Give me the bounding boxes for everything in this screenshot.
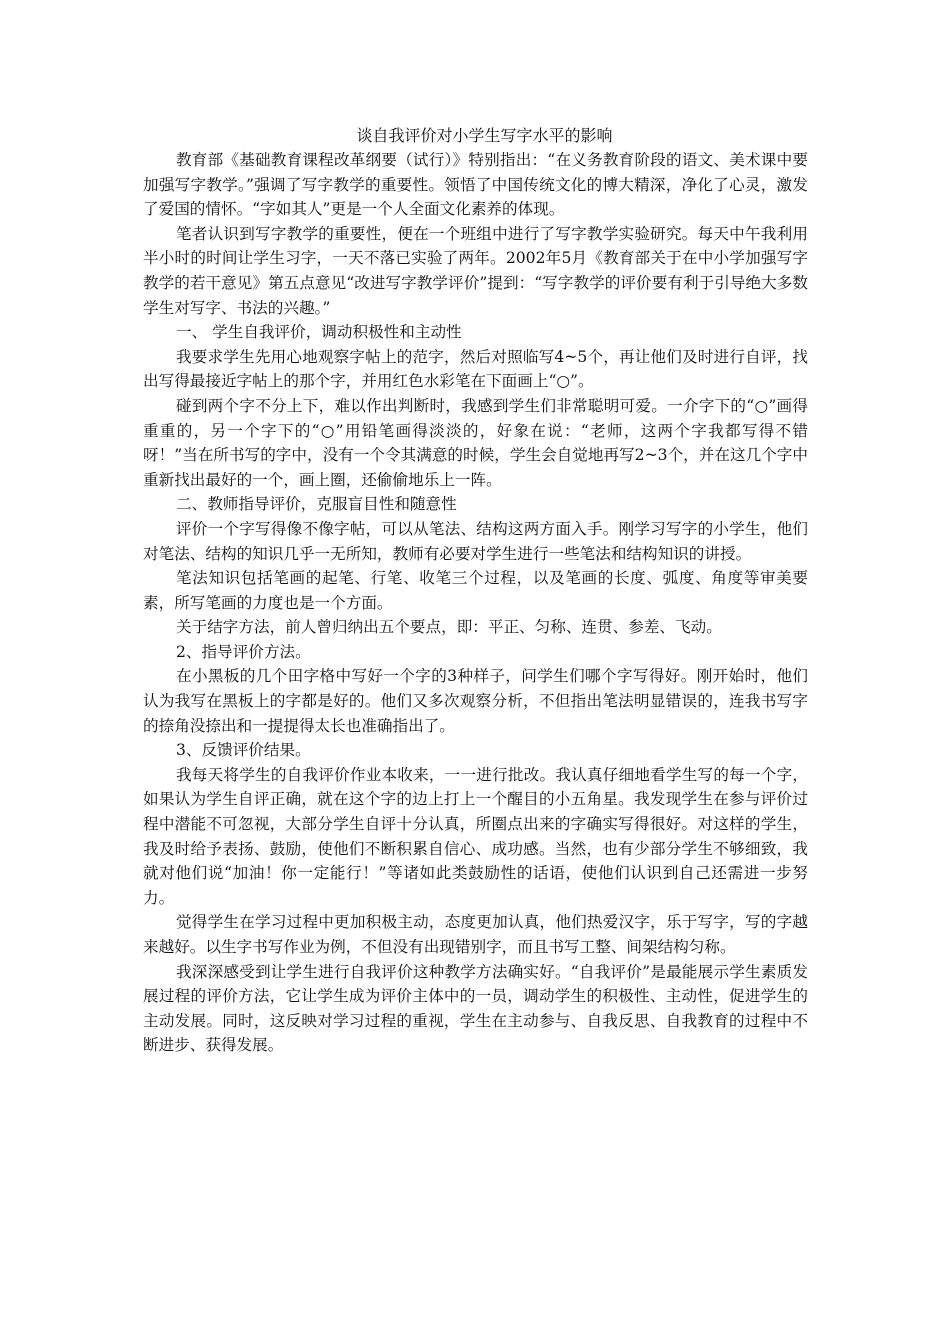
paragraph-2: 笔者认识到写字教学的重要性，便在一个班组中进行了写字教学实验研究。每天中午我利用半小时的时间让学生习字，一天不落已实验了两年。2002年5月《教育部关于在中小学加强写字教学的若干意见》第五点意见“改进写字教学评价”提到：“写字教学的评价要有利于引导绝大多数学生对写字、书法的兴趣。” <box>143 224 808 317</box>
document-body <box>143 124 808 1058</box>
subheading-3: 3、反馈评价结果。 <box>176 741 311 760</box>
section-heading-1: 一、 学生自我评价，调动积极性和主动性 <box>176 323 462 342</box>
paragraph-1: 教育部《基础教育课程改革纲要（试行）》特别指出：“在义务教育阶段的语文、美术课中要加强写字教学。”强调了写字教学的重要性。领悟了中国传统文化的博大精深，净化了心灵，激发了爱国的情怀。“字如其人”更是一个人全面文化素养的体现。 <box>143 151 808 219</box>
paragraph-9: 我每天将学生的自我评价作业本收来，一一进行批改。我认真仔细地看学生写的每一个字，如果认为学生自评正确，就在这个字的边上打上一个醒目的小五角星。我发现学生在参与评价过程中潜能不可忽视，大部分学生自评十分认真，所圈点出来的字确实写得很好。对这样的学生，我及时给予表扬、鼓励，使他们不断积累自信心、成功感。当然，也有少部分学生不够细致，我就对他们说“加油！你一定能行！”等诸如此类鼓励性的话语，使他们认识到自己还需进一步努力。 <box>143 765 808 907</box>
document-title: 谈自我评价对小学生写字水平的影响 <box>356 126 613 145</box>
paragraph-3: 我要求学生先用心地观察字帖上的范字，然后对照临写4~5个，再让他们及时进行自评，找出写得最接近字帖上的那个字，并用红色水彩笔在下面画上“○”。 <box>143 347 808 391</box>
paragraph-8: 在小黑板的几个田字格中写好一个字的3种样子，问学生们哪个字写得好。刚开始时，他们认为我写在黑板上的字都是好的。他们又多次观察分析，不但指出笔法明显错误的，连我书写字的捺角没捺出和一提提得太长也准确指出了。 <box>143 667 808 735</box>
paragraph-6: 笔法知识包括笔画的起笔、行笔、收笔三个过程，以及笔画的长度、弧度、角度等审美要素，所写笔画的力度也是一个方面。 <box>143 569 808 612</box>
paragraph-7: 关于结字方法，前人曾归纳出五个要点，即：平正、匀称、连贯、参差、飞动。 <box>176 618 722 637</box>
section-heading-2: 二、教师指导评价，克服盲目性和随意性 <box>176 495 457 514</box>
subheading-2: 2、指导评价方法。 <box>176 642 311 661</box>
paragraph-11: 我深深感受到让学生进行自我评价这种教学方法确实好。“自我评价”是最能展示学生素质发展过程的评价方法，它让学生成为评价主体中的一员，调动学生的积极性、主动性，促进学生的主动发展。同时，这反映对学习过程的重视，学生在主动参与、自我反思、自我教育的过程中不断进步、获得发展。 <box>143 962 808 1055</box>
paragraph-10: 觉得学生在学习过程中更加积极主动，态度更加认真，他们热爱汉字，乐于写字，写的字越来越好。以生字书写作业为例，不但没有出现错别字，而且书写工整、间架结构匀称。 <box>143 913 808 956</box>
paragraph-4: 碰到两个字不分上下，难以作出判断时，我感到学生们非常聪明可爱。一介字下的“○”画得重重的，另一个字下的“○”用铅笔画得淡淡的，好象在说：“老师，这两个字我都写得不错呀！”当在所书写的字中，没有一个令其满意的时候，学生会自觉地再写2~3个，并在这几个字中重新找出最好的一个，画上圈，还偷偷地乐上一阵。 <box>143 396 808 489</box>
paragraph-5: 评价一个字写得像不像字帖，可以从笔法、结构这两方面入手。刚学习写字的小学生，他们对笔法、结构的知识几乎一无所知，教师有必要对学生进行一些笔法和结构知识的讲授。 <box>143 519 808 563</box>
